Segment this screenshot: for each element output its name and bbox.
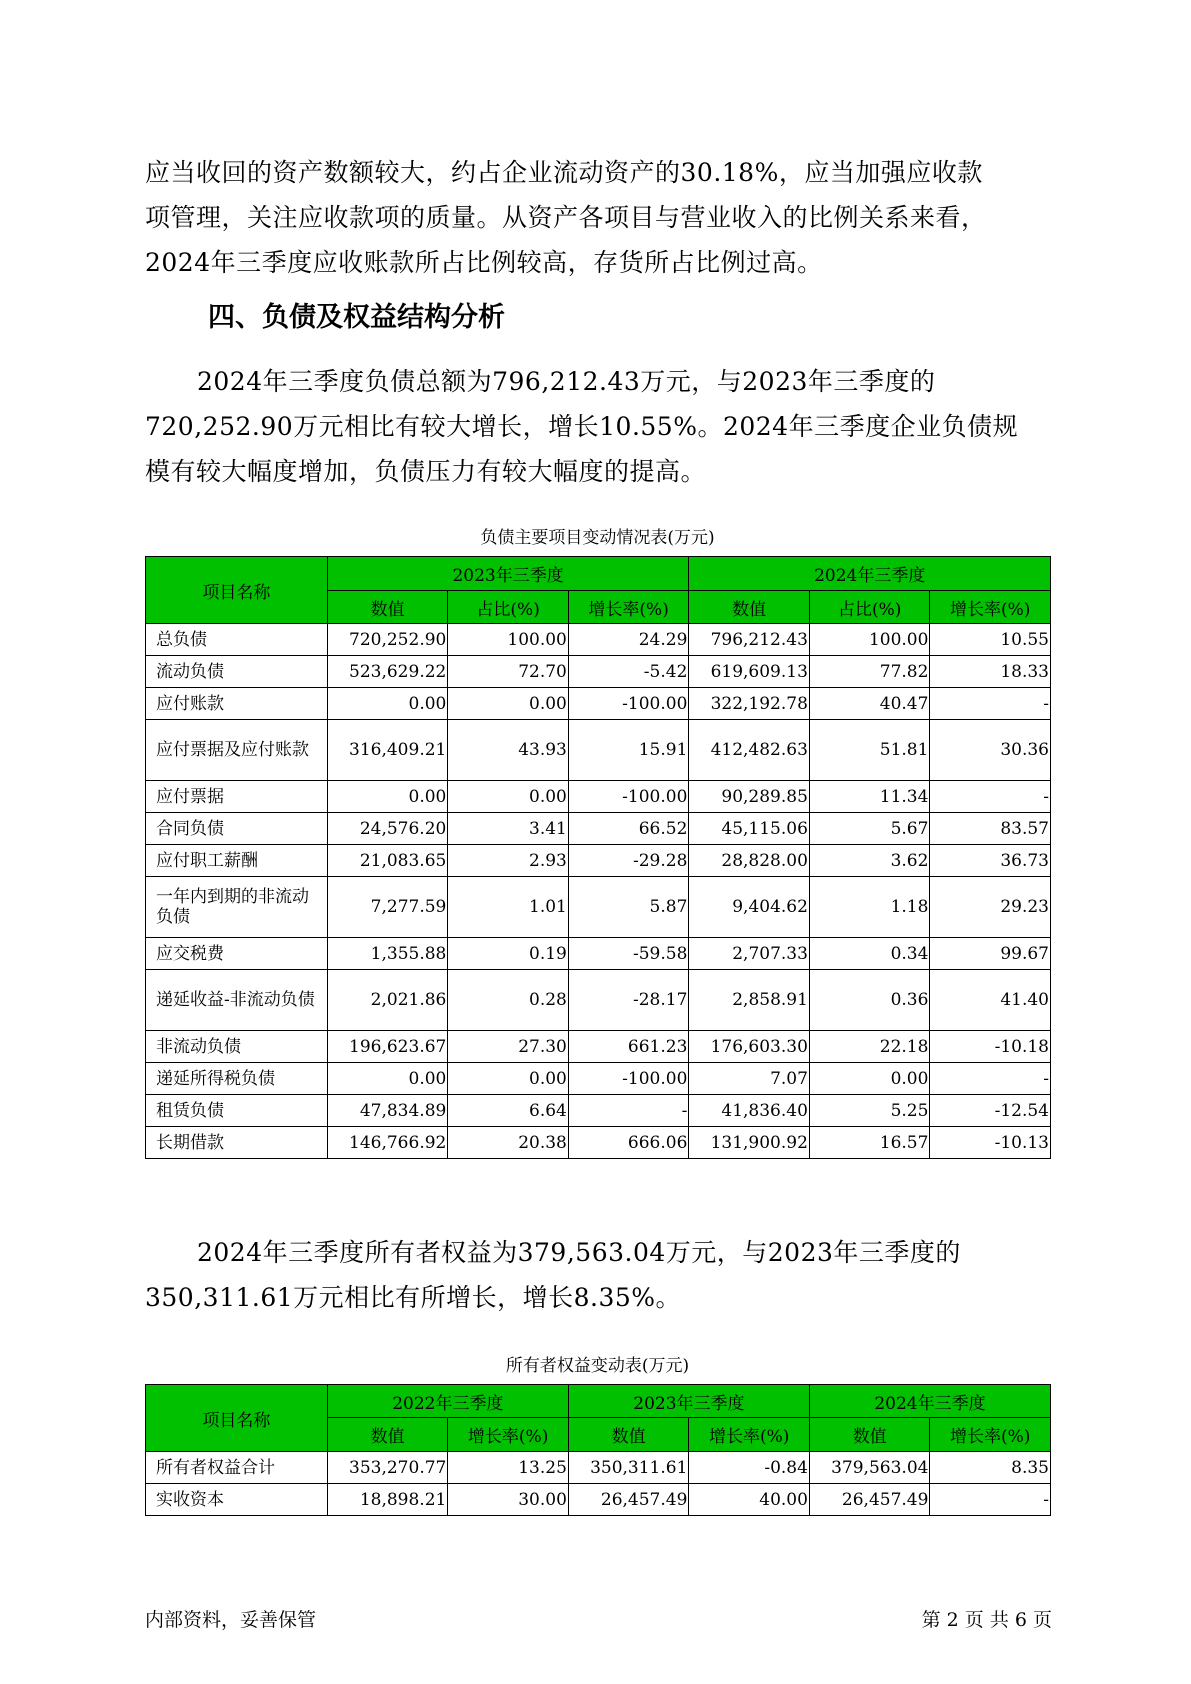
table-cell: 26,457.49: [809, 1484, 930, 1516]
paragraph-line: 模有较大幅度增加，负债压力有较大幅度的提高。: [145, 457, 707, 486]
table-cell: 36.73: [930, 845, 1051, 877]
table-cell: 100.00: [448, 624, 569, 656]
table-cell: 5.87: [568, 877, 689, 938]
table-cell: 41,836.40: [689, 1095, 810, 1127]
table-cell: 18,898.21: [327, 1484, 448, 1516]
table-cell: 7,277.59: [327, 877, 448, 938]
table-cell: 9,404.62: [689, 877, 810, 938]
table-row: [146, 845, 1051, 877]
section-heading: 四、负债及权益结构分析: [208, 302, 505, 333]
row-label: 应付职工薪酬: [146, 845, 328, 877]
table-cell: 196,623.67: [327, 1031, 448, 1063]
table-cell: 322,192.78: [689, 688, 810, 720]
row-label: 应交税费: [146, 938, 328, 970]
table-cell: 0.36: [809, 970, 930, 1031]
row-label: 应付票据: [146, 781, 328, 813]
table-cell: -0.84: [689, 1452, 810, 1484]
table-cell: 13.25: [448, 1452, 569, 1484]
row-label: 递延收益-非流动负债: [146, 970, 328, 1031]
table-cell: 0.00: [327, 1063, 448, 1095]
table-cell: -100.00: [568, 688, 689, 720]
column-header: 数值: [809, 1418, 930, 1452]
column-header: 数值: [568, 1418, 689, 1452]
table-cell: 15.91: [568, 720, 689, 781]
table-cell: 41.40: [930, 970, 1051, 1031]
table-cell: 16.57: [809, 1127, 930, 1159]
table-cell: 30.00: [448, 1484, 569, 1516]
table-cell: 2,858.91: [689, 970, 810, 1031]
table-row: [146, 1063, 1051, 1095]
table-cell: 316,409.21: [327, 720, 448, 781]
table-cell: 7.07: [689, 1063, 810, 1095]
column-header: 增长率(%): [568, 591, 689, 624]
table-cell: -100.00: [568, 1063, 689, 1095]
table-cell: 2,707.33: [689, 938, 810, 970]
paragraph-line: 2024年三季度所有者权益为379,563.04万元，与2023年三季度的: [197, 1238, 961, 1267]
row-label: 总负债: [146, 624, 328, 656]
table-cell: 0.00: [448, 688, 569, 720]
table-row: [146, 877, 1051, 938]
column-header: 增长率(%): [689, 1418, 810, 1452]
table-cell: 0.00: [809, 1063, 930, 1095]
table-cell: 99.67: [930, 938, 1051, 970]
table-cell: 30.36: [930, 720, 1051, 781]
paragraph-liabilities: [145, 359, 1050, 494]
column-header: 增长率(%): [930, 1418, 1051, 1452]
table-cell: -5.42: [568, 656, 689, 688]
table-cell: 0.28: [448, 970, 569, 1031]
table-cell: 131,900.92: [689, 1127, 810, 1159]
table-cell: 619,609.13: [689, 656, 810, 688]
table-row: [146, 720, 1051, 781]
column-header-item-name: 项目名称: [146, 557, 328, 624]
table-row: [146, 1127, 1051, 1159]
table-cell: -59.58: [568, 938, 689, 970]
column-header: 占比(%): [809, 591, 930, 624]
paragraph-equity: [145, 1230, 1050, 1320]
table-cell: 146,766.92: [327, 1127, 448, 1159]
table-cell: 66.52: [568, 813, 689, 845]
table-cell: -100.00: [568, 781, 689, 813]
row-label: 应付票据及应付账款: [146, 720, 328, 781]
table-cell: 18.33: [930, 656, 1051, 688]
paragraph-line: 720,252.90万元相比有较大增长，增长10.55%。2024年三季度企业负债规: [145, 412, 1019, 441]
table-cell: -29.28: [568, 845, 689, 877]
row-label: 应付账款: [146, 688, 328, 720]
table-cell: 666.06: [568, 1127, 689, 1159]
row-label: 长期借款: [146, 1127, 328, 1159]
table-row: [146, 1452, 1051, 1484]
column-header: 数值: [689, 591, 810, 624]
paragraph-line: 2024年三季度应收账款所占比例较高，存货所占比例过高。: [145, 248, 823, 277]
table-cell: 51.81: [809, 720, 930, 781]
table-cell: 796,212.43: [689, 624, 810, 656]
table-cell: 24.29: [568, 624, 689, 656]
table-cell: 5.25: [809, 1095, 930, 1127]
row-label: 实收资本: [146, 1484, 328, 1516]
table-cell: -10.13: [930, 1127, 1051, 1159]
table-row: [146, 1484, 1051, 1516]
column-header: 增长率(%): [930, 591, 1051, 624]
table-cell: 90,289.85: [689, 781, 810, 813]
table-cell: 11.34: [809, 781, 930, 813]
table-cell: -: [930, 688, 1051, 720]
table-row: [146, 688, 1051, 720]
table-cell: 0.00: [327, 781, 448, 813]
table-cell: 20.38: [448, 1127, 569, 1159]
paragraph-line: 350,311.61万元相比有所增长，增长8.35%。: [145, 1283, 682, 1312]
row-label: 递延所得税负债: [146, 1063, 328, 1095]
table-cell: 2.93: [448, 845, 569, 877]
table-cell: 43.93: [448, 720, 569, 781]
table-cell: 523,629.22: [327, 656, 448, 688]
table-cell: 0.34: [809, 938, 930, 970]
row-label: 流动负债: [146, 656, 328, 688]
table-cell: 1.01: [448, 877, 569, 938]
table-cell: -28.17: [568, 970, 689, 1031]
paragraph-line: 应当收回的资产数额较大，约占企业流动资产的30.18%，应当加强应收款: [145, 158, 983, 187]
paragraph-line: 2024年三季度负债总额为796,212.43万元，与2023年三季度的: [197, 367, 936, 396]
table-cell: 28,828.00: [689, 845, 810, 877]
table-cell: 720,252.90: [327, 624, 448, 656]
table-row: [146, 1095, 1051, 1127]
table-cell: 661.23: [568, 1031, 689, 1063]
footer-confidential-note: 内部资料，妥善保管: [145, 1609, 317, 1631]
table-cell: 379,563.04: [809, 1452, 930, 1484]
column-group-header: 2024年三季度: [809, 1385, 1050, 1418]
table-cell: 26,457.49: [568, 1484, 689, 1516]
paragraph-line: 项管理，关注应收款项的质量。从资产各项目与营业收入的比例关系来看，: [145, 203, 987, 232]
table-row: [146, 938, 1051, 970]
table-cell: 21,083.65: [327, 845, 448, 877]
row-label: 租赁负债: [146, 1095, 328, 1127]
column-header: 增长率(%): [448, 1418, 569, 1452]
paragraph-receivables: [145, 150, 1050, 285]
table-cell: 72.70: [448, 656, 569, 688]
table-cell: 350,311.61: [568, 1452, 689, 1484]
row-label: 合同负债: [146, 813, 328, 845]
table-cell: 1,355.88: [327, 938, 448, 970]
row-label: 所有者权益合计: [146, 1452, 328, 1484]
table-row: [146, 656, 1051, 688]
table-cell: 27.30: [448, 1031, 569, 1063]
column-header: 占比(%): [448, 591, 569, 624]
table-caption-liabilities: 负债主要项目变动情况表(万元): [480, 528, 715, 548]
row-label: 一年内到期的非流动负债: [146, 877, 328, 938]
table-cell: 77.82: [809, 656, 930, 688]
equity-table: [145, 1384, 1051, 1516]
table-cell: 176,603.30: [689, 1031, 810, 1063]
table-cell: 0.00: [448, 781, 569, 813]
table-cell: -: [930, 781, 1051, 813]
table-cell: 29.23: [930, 877, 1051, 938]
table-cell: -12.54: [930, 1095, 1051, 1127]
table-row: [146, 813, 1051, 845]
footer-page-number: 第 2 页 共 6 页: [921, 1609, 1052, 1631]
table-cell: 0.00: [327, 688, 448, 720]
table-cell: 5.67: [809, 813, 930, 845]
column-group-header: 2022年三季度: [327, 1385, 568, 1418]
column-header-item-name: 项目名称: [146, 1385, 328, 1452]
table-cell: 24,576.20: [327, 813, 448, 845]
table-cell: 2,021.86: [327, 970, 448, 1031]
table-cell: -: [930, 1484, 1051, 1516]
liabilities-table: [145, 556, 1051, 1159]
table-cell: -10.18: [930, 1031, 1051, 1063]
table-cell: 1.18: [809, 877, 930, 938]
table-cell: 412,482.63: [689, 720, 810, 781]
table-row: [146, 624, 1051, 656]
table-cell: 22.18: [809, 1031, 930, 1063]
table-cell: 0.00: [448, 1063, 569, 1095]
column-group-header: 2023年三季度: [327, 557, 689, 591]
table-cell: 40.47: [809, 688, 930, 720]
table-cell: -: [930, 1063, 1051, 1095]
table-caption-equity: 所有者权益变动表(万元): [505, 1356, 690, 1376]
table-row: [146, 1031, 1051, 1063]
table-cell: 100.00: [809, 624, 930, 656]
table-cell: 353,270.77: [327, 1452, 448, 1484]
table-cell: 45,115.06: [689, 813, 810, 845]
column-group-header: 2023年三季度: [568, 1385, 809, 1418]
table-cell: 6.64: [448, 1095, 569, 1127]
table-cell: 3.62: [809, 845, 930, 877]
column-header: 数值: [327, 591, 448, 624]
table-cell: -: [568, 1095, 689, 1127]
column-group-header: 2024年三季度: [689, 557, 1051, 591]
table-cell: 0.19: [448, 938, 569, 970]
table-cell: 8.35: [930, 1452, 1051, 1484]
row-label: 非流动负债: [146, 1031, 328, 1063]
table-row: [146, 781, 1051, 813]
column-header: 数值: [327, 1418, 448, 1452]
table-cell: 83.57: [930, 813, 1051, 845]
table-cell: 10.55: [930, 624, 1051, 656]
table-row: [146, 970, 1051, 1031]
table-cell: 40.00: [689, 1484, 810, 1516]
table-cell: 47,834.89: [327, 1095, 448, 1127]
table-cell: 3.41: [448, 813, 569, 845]
